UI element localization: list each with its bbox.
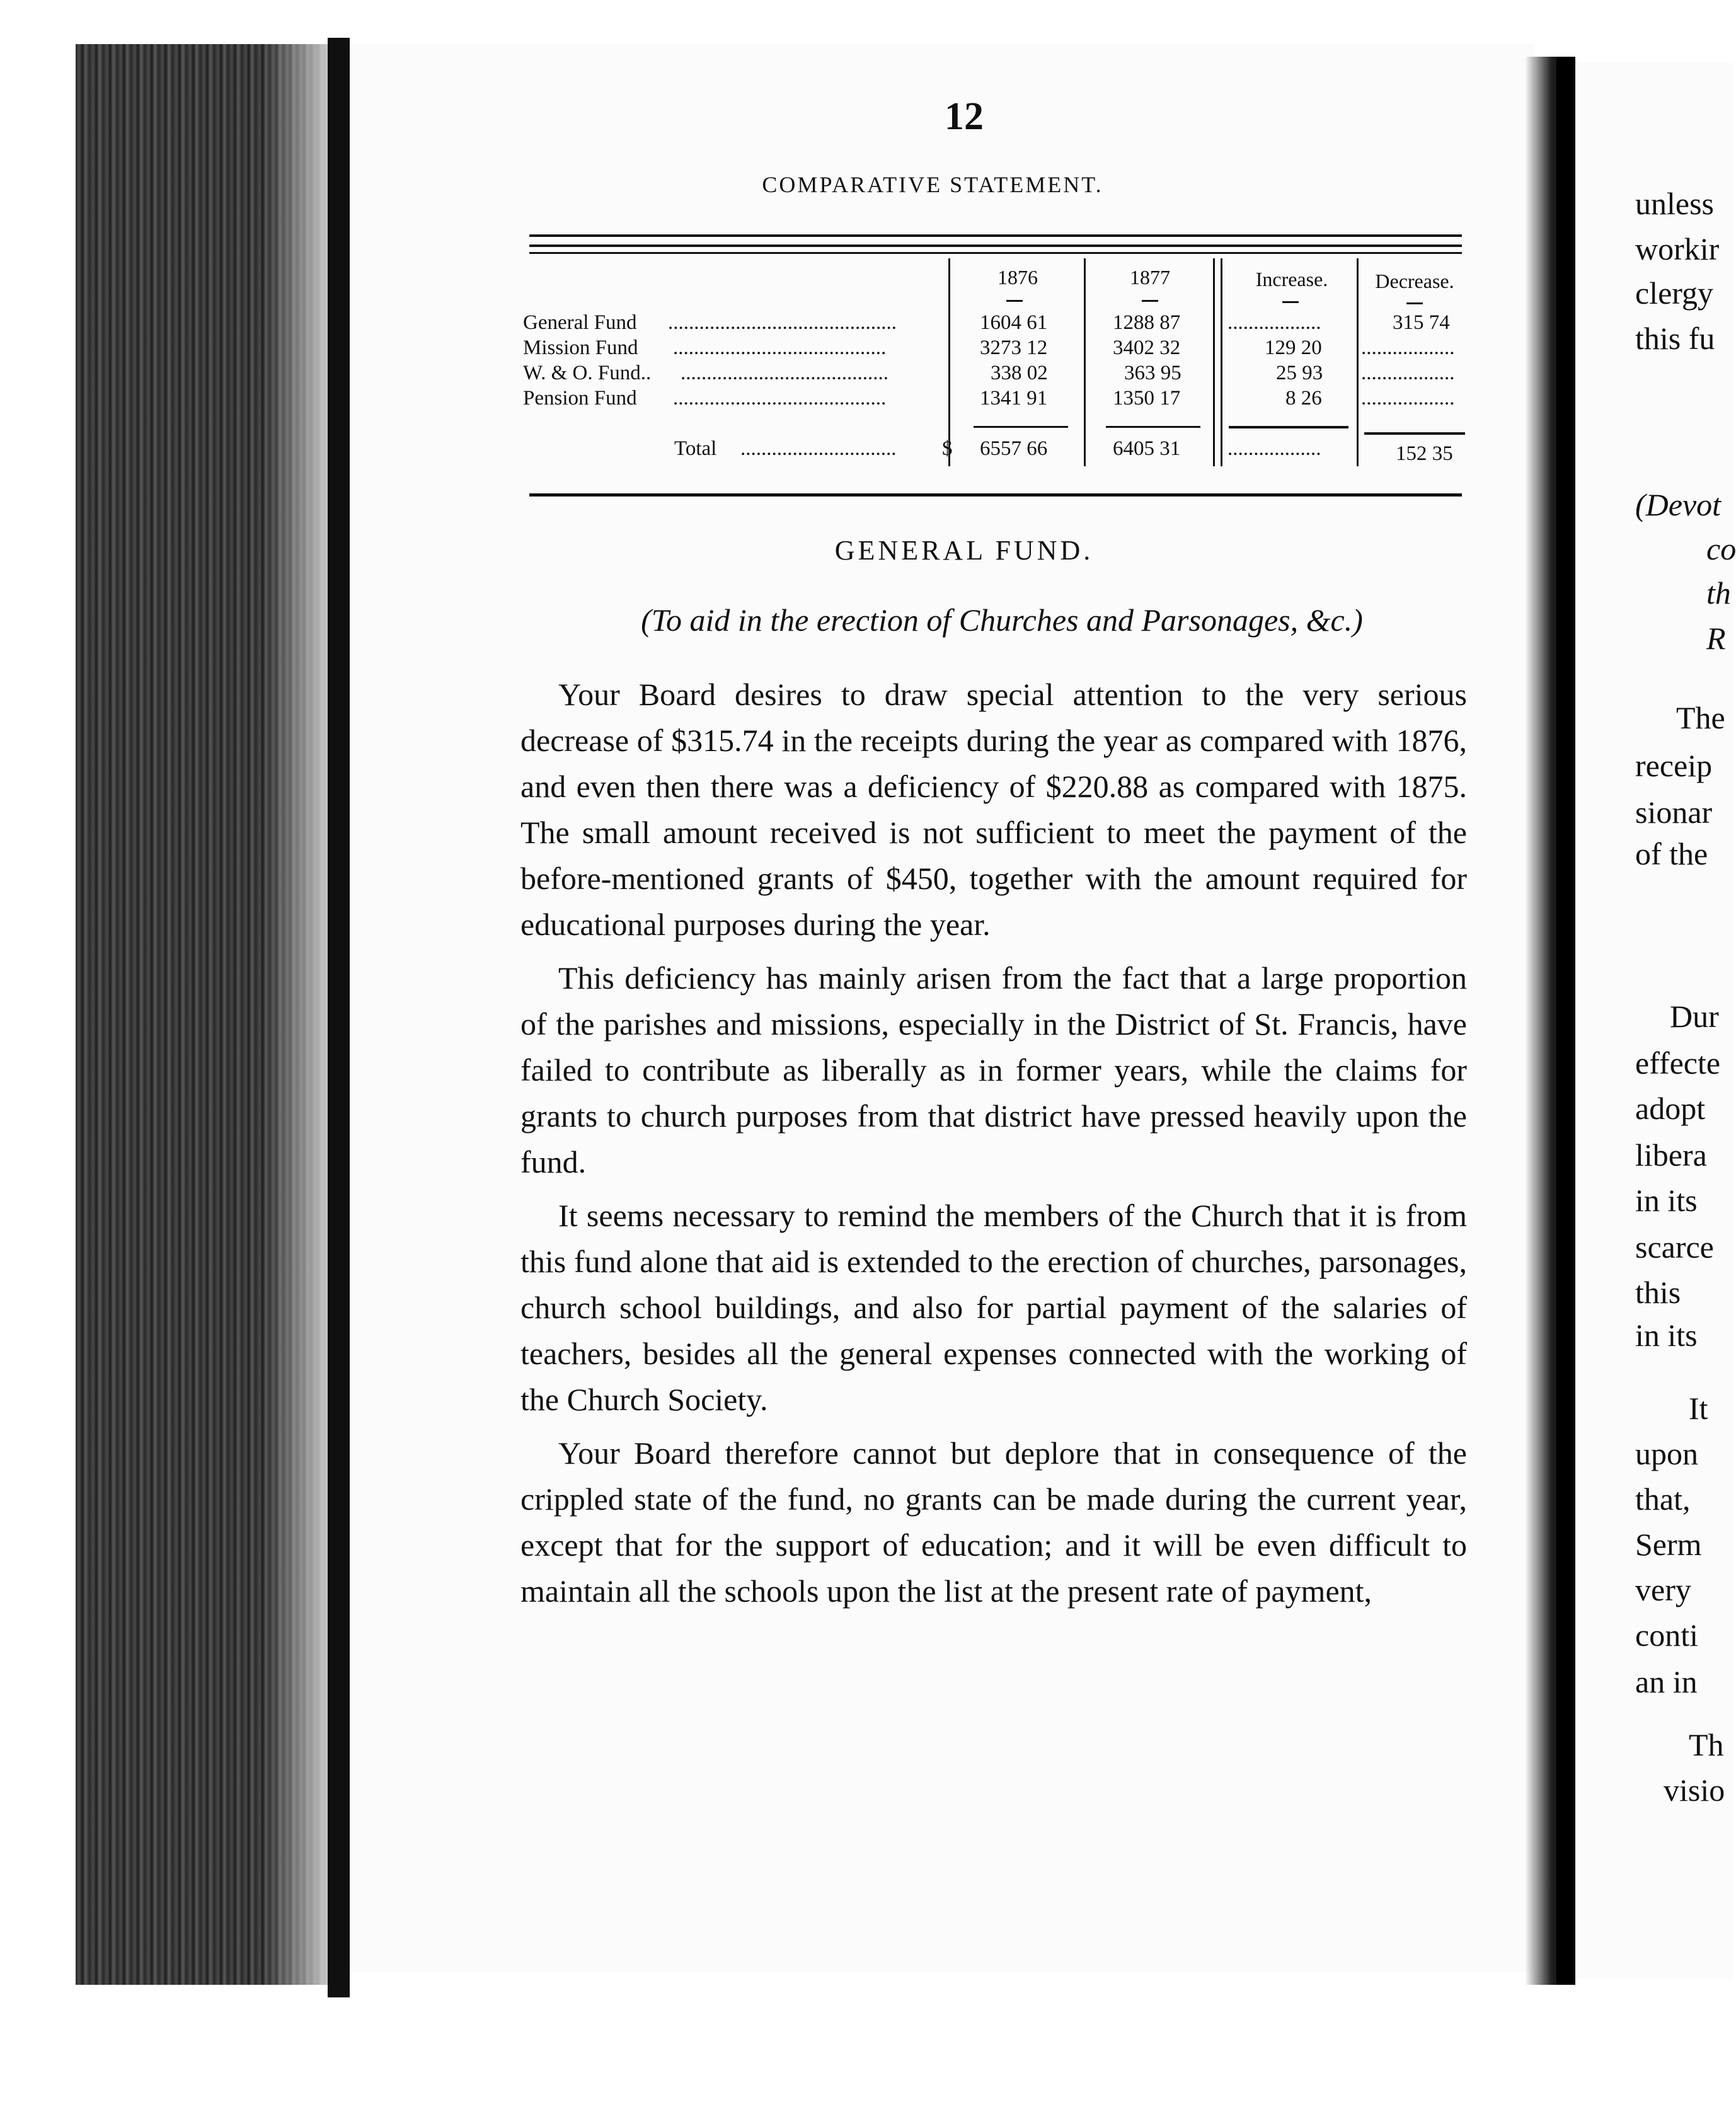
facing-text: co xyxy=(1706,531,1736,566)
subtotal-rule xyxy=(974,426,1068,428)
table-top-rule-2 xyxy=(529,244,1462,247)
total-1876: 6557 66 xyxy=(980,437,1048,460)
facing-text: receip xyxy=(1635,748,1713,783)
total-1877: 6405 31 xyxy=(1113,437,1181,460)
row-label: General Fund xyxy=(523,311,637,334)
cell-increase: 129 20 xyxy=(1265,336,1322,359)
header-1877: 1877 xyxy=(1130,266,1170,289)
cell-decrease-dots: .................. xyxy=(1361,362,1455,384)
total-increase-dots: .................. xyxy=(1227,437,1321,460)
facing-text: unless xyxy=(1635,186,1714,221)
header-dash xyxy=(1282,301,1299,303)
total-decrease: 152 35 xyxy=(1396,442,1453,465)
header-increase: Increase. xyxy=(1255,268,1328,290)
leader-dots: ......................................... xyxy=(673,387,887,410)
paragraph: Your Board therefore cannot but deplore that in consequence of the crippled state of the fund, no grants can be made during the current year, except that for the support of education; and it will be even difficult to maintain all the schools upon the list at the present rate of payment, xyxy=(520,1435,1467,1609)
table-row xyxy=(523,362,1468,387)
facing-text: in its xyxy=(1635,1318,1698,1353)
facing-text: this fu xyxy=(1635,321,1715,356)
facing-text: Dur xyxy=(1670,999,1719,1034)
table-row xyxy=(523,311,1468,336)
cell-decrease: 315 74 xyxy=(1393,311,1450,334)
header-decrease: Decrease. xyxy=(1375,270,1454,292)
cell-1876: 1341 91 xyxy=(980,387,1048,410)
total-label: Total xyxy=(674,437,717,460)
facing-text: visio xyxy=(1664,1772,1725,1808)
facing-text: (Devot xyxy=(1635,487,1722,522)
facing-text: conti xyxy=(1635,1617,1698,1653)
page-number: 12 xyxy=(945,95,984,138)
subtotal-rule xyxy=(1106,426,1200,428)
page-edge-shadow xyxy=(328,38,350,1997)
leader-dots: ........................................ xyxy=(681,362,888,384)
cell-1877: 1350 17 xyxy=(1113,387,1181,410)
facing-text: The xyxy=(1676,700,1725,735)
cell-1877: 1288 87 xyxy=(1113,311,1181,334)
paragraph: It seems necessary to remind the members of the Church that it is from this fund alone that aid is extended to the erection of churches, parsonages, church school buildings, and also for partial payment of the salaries of teachers, besides all the general expenses connected with the working of the Church Society. xyxy=(520,1198,1467,1417)
subtotal-rule xyxy=(1229,426,1348,428)
row-label: Mission Fund xyxy=(523,336,638,359)
facing-text: sionar xyxy=(1635,795,1713,830)
cell-1877: 363 95 xyxy=(1124,362,1181,384)
facing-text: an in xyxy=(1635,1664,1698,1699)
table-row xyxy=(523,387,1468,412)
facing-text: of the xyxy=(1635,836,1708,871)
cell-increase: 25 93 xyxy=(1276,362,1323,384)
facing-text: upon xyxy=(1635,1436,1698,1471)
cell-increase-dots: .................. xyxy=(1227,311,1321,334)
cell-1876: 3273 12 xyxy=(980,336,1048,359)
facing-text: workir xyxy=(1635,231,1720,267)
table-total-row xyxy=(523,437,1468,465)
facing-text: It xyxy=(1689,1391,1708,1426)
cell-1877: 3402 32 xyxy=(1113,336,1181,359)
table-top-rule-3 xyxy=(529,252,1462,254)
body-text xyxy=(520,672,1467,1622)
facing-text: libera xyxy=(1635,1137,1707,1173)
table-row xyxy=(523,336,1468,362)
header-dash xyxy=(1142,300,1158,302)
facing-text: this xyxy=(1635,1275,1681,1310)
cell-decrease-dots: .................. xyxy=(1361,336,1455,359)
facing-text: adopt xyxy=(1635,1091,1706,1126)
header-1876: 1876 xyxy=(997,266,1038,289)
total-currency: $ xyxy=(942,437,953,460)
facing-text: in its xyxy=(1635,1183,1698,1218)
cell-decrease-dots: .................. xyxy=(1361,387,1455,410)
facing-text: Th xyxy=(1689,1727,1724,1762)
cell-1876: 338 02 xyxy=(991,362,1048,384)
header-dash xyxy=(1406,302,1423,304)
table-bottom-rule xyxy=(529,493,1462,497)
facing-text: scarce xyxy=(1635,1229,1714,1265)
header-dash xyxy=(1006,300,1023,302)
leader-dots: .............................. xyxy=(740,437,897,460)
book-page-stack xyxy=(76,44,340,1985)
section-subtitle: (To aid in the erection of Churches and Parsonages, &c.) xyxy=(641,602,1363,638)
table-top-rule-1 xyxy=(529,234,1462,237)
cell-1876: 1604 61 xyxy=(980,311,1048,334)
facing-text: very xyxy=(1635,1572,1691,1607)
statement-title: COMPARATIVE STATEMENT. xyxy=(762,172,1103,197)
facing-text: that, xyxy=(1635,1481,1691,1517)
section-title: GENERAL FUND. xyxy=(834,535,1094,566)
facing-text: clergy xyxy=(1635,275,1714,311)
row-label: W. & O. Fund.. xyxy=(523,362,652,384)
subtotal-rule xyxy=(1364,432,1465,435)
row-label: Pension Fund xyxy=(523,387,637,410)
facing-text: effecte xyxy=(1635,1045,1721,1081)
facing-text: Serm xyxy=(1635,1527,1702,1562)
facing-text: th xyxy=(1706,575,1731,611)
facing-text: R xyxy=(1706,621,1726,656)
gutter-dark xyxy=(1556,57,1575,1985)
leader-dots: ............................................ xyxy=(668,311,897,334)
paragraph: Your Board desires to draw special attention to the very serious decrease of $315.74 in the receipts during the year as compared with 1876, and even then there was a deficiency of $220.88 as compared with 1875. The small amount received is not sufficient to meet the payment of the before-mentioned grants of $450, together with the amount required for educational purposes during the year. xyxy=(520,677,1467,942)
cell-increase: 8 26 xyxy=(1285,387,1322,410)
paragraph: This deficiency has mainly arisen from the fact that a large proportion of the parishes and missions, especially in the District of St. Francis, have failed to contribute as liberally as in former years, while the claims for grants to church purposes from that district have pressed heavily upon the fund. xyxy=(520,960,1467,1180)
leader-dots: ......................................... xyxy=(673,336,887,359)
